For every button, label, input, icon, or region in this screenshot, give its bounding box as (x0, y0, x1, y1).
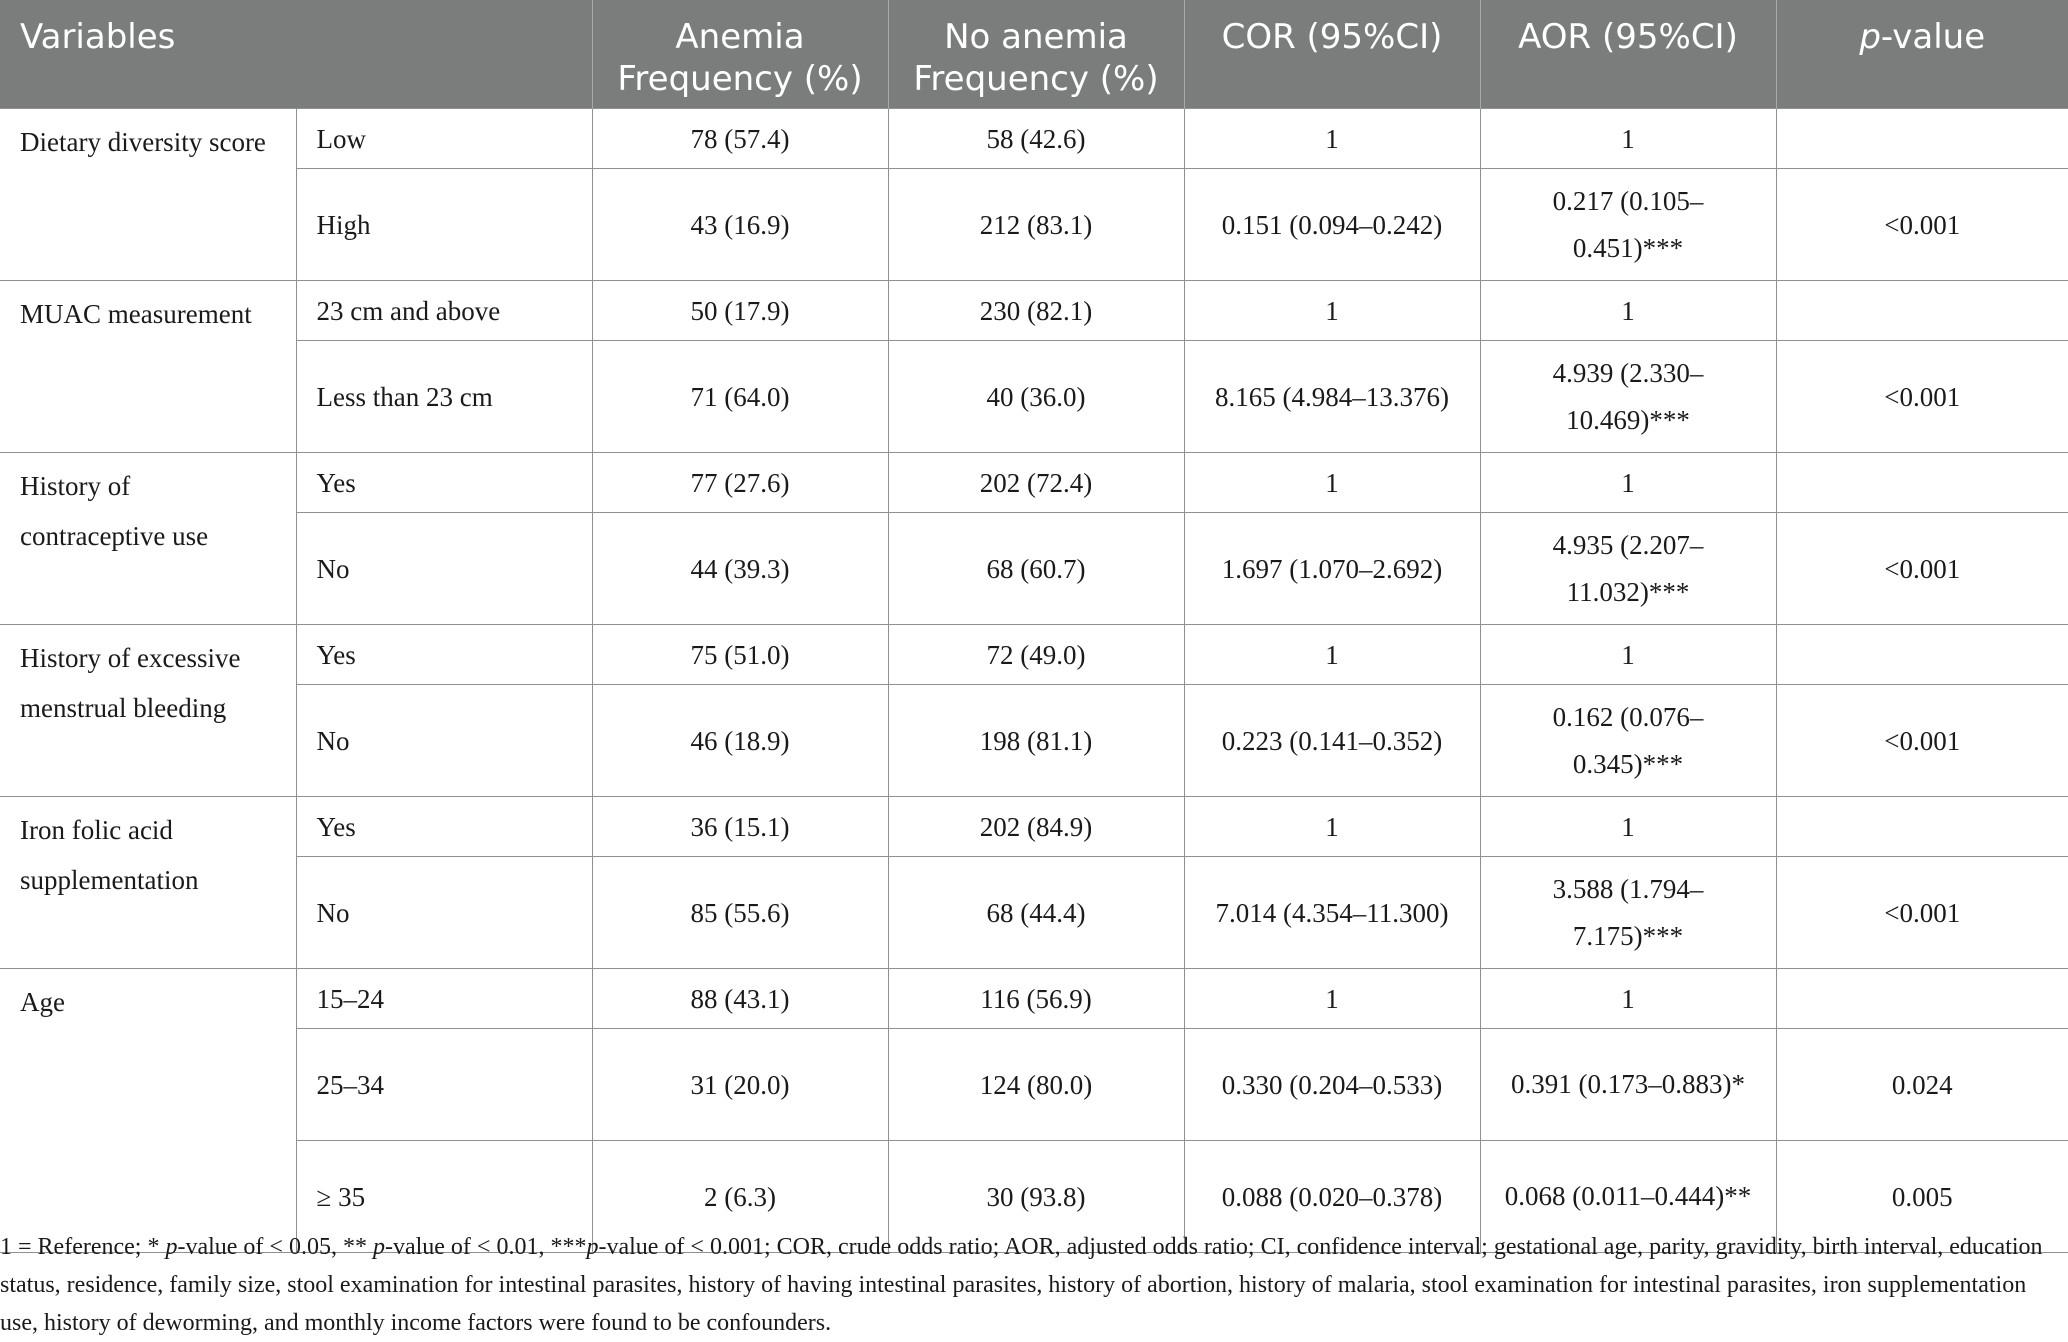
table-row (0, 513, 2068, 625)
p-value-cell (1776, 109, 2068, 169)
anemia-cell: 44 (39.3) (592, 513, 888, 625)
category-cell: ≥ 35 (296, 1141, 592, 1253)
no-anemia-cell: 230 (82.1) (888, 281, 1184, 341)
header-p-rest: -value (1880, 17, 1986, 57)
category-cell: Yes (296, 453, 592, 513)
footnote-text-1: 1 = Reference; * (0, 1234, 166, 1260)
p-value-cell: <0.001 (1776, 341, 2068, 453)
table-row (0, 169, 2068, 281)
cor-cell: 1 (1184, 625, 1480, 685)
cor-cell: 1 (1184, 969, 1480, 1029)
anemia-cell: 88 (43.1) (592, 969, 888, 1029)
cor-cell: 1 (1184, 281, 1480, 341)
header-p-value (1776, 0, 2068, 109)
aor-cell: 1 (1480, 109, 1776, 169)
aor-cell: 1 (1480, 797, 1776, 857)
footnote-p-2: p (372, 1234, 385, 1260)
p-value-cell: <0.001 (1776, 857, 2068, 969)
category-cell: No (296, 857, 592, 969)
table-header-row (0, 0, 2068, 109)
anemia-cell: 78 (57.4) (592, 109, 888, 169)
aor-cell: 4.939 (2.330–10.469)*** (1480, 341, 1776, 453)
p-value-cell: <0.001 (1776, 685, 2068, 797)
no-anemia-cell: 202 (72.4) (888, 453, 1184, 513)
no-anemia-cell: 68 (44.4) (888, 857, 1184, 969)
anemia-cell: 71 (64.0) (592, 341, 888, 453)
table-row (0, 453, 2068, 513)
no-anemia-cell: 40 (36.0) (888, 341, 1184, 453)
p-value-cell (1776, 281, 2068, 341)
p-value-cell: <0.001 (1776, 169, 2068, 281)
header-anemia: Anemia Frequency (%) (592, 0, 888, 109)
aor-cell: 1 (1480, 969, 1776, 1029)
table-row (0, 281, 2068, 341)
category-cell: Less than 23 cm (296, 341, 592, 453)
anemia-cell: 31 (20.0) (592, 1029, 888, 1141)
no-anemia-cell: 68 (60.7) (888, 513, 1184, 625)
aor-cell: 0.068 (0.011–0.444)** (1480, 1141, 1776, 1253)
cor-cell: 8.165 (4.984–13.376) (1184, 341, 1480, 453)
no-anemia-cell: 198 (81.1) (888, 685, 1184, 797)
header-variables: Variables (0, 0, 592, 109)
no-anemia-cell: 212 (83.1) (888, 169, 1184, 281)
anemia-cell: 75 (51.0) (592, 625, 888, 685)
header-p-italic: p (1859, 17, 1881, 57)
table-row (0, 857, 2068, 969)
category-cell: No (296, 685, 592, 797)
variable-cell: Dietary diversity score (0, 109, 296, 281)
variable-cell: History of contraceptive use (0, 453, 296, 625)
variable-cell: Age (0, 969, 296, 1253)
p-value-cell: <0.001 (1776, 513, 2068, 625)
table-row (0, 625, 2068, 685)
aor-cell: 0.391 (0.173–0.883)* (1480, 1029, 1776, 1141)
no-anemia-cell: 72 (49.0) (888, 625, 1184, 685)
header-cor: COR (95%CI) (1184, 0, 1480, 109)
anemia-cell: 43 (16.9) (592, 169, 888, 281)
anemia-cell: 85 (55.6) (592, 857, 888, 969)
no-anemia-cell: 124 (80.0) (888, 1029, 1184, 1141)
aor-cell: 1 (1480, 281, 1776, 341)
aor-cell: 0.217 (0.105–0.451)*** (1480, 169, 1776, 281)
cor-cell: 1 (1184, 797, 1480, 857)
variable-cell: MUAC measurement (0, 281, 296, 453)
p-value-cell (1776, 625, 2068, 685)
footnote-p-3: p (586, 1234, 599, 1260)
footnote-text-2: -value of < 0.05, ** (177, 1234, 373, 1260)
no-anemia-cell: 202 (84.9) (888, 797, 1184, 857)
table-row (0, 341, 2068, 453)
table-row (0, 685, 2068, 797)
aor-cell: 4.935 (2.207–11.032)*** (1480, 513, 1776, 625)
no-anemia-cell: 116 (56.9) (888, 969, 1184, 1029)
cor-cell: 0.088 (0.020–0.378) (1184, 1141, 1480, 1253)
p-value-cell (1776, 797, 2068, 857)
p-value-cell: 0.024 (1776, 1029, 2068, 1141)
p-value-cell (1776, 969, 2068, 1029)
cor-cell: 1 (1184, 453, 1480, 513)
anemia-cell: 2 (6.3) (592, 1141, 888, 1253)
cor-cell: 1 (1184, 109, 1480, 169)
table-row (0, 1029, 2068, 1141)
p-value-cell (1776, 453, 2068, 513)
variable-cell: History of excessive menstrual bleeding (0, 625, 296, 797)
cor-cell: 0.330 (0.204–0.533) (1184, 1029, 1480, 1141)
table-row (0, 969, 2068, 1029)
no-anemia-cell: 58 (42.6) (888, 109, 1184, 169)
cor-cell: 1.697 (1.070–2.692) (1184, 513, 1480, 625)
cor-cell: 0.151 (0.094–0.242) (1184, 169, 1480, 281)
category-cell: 15–24 (296, 969, 592, 1029)
p-value-cell: 0.005 (1776, 1141, 2068, 1253)
aor-cell: 0.162 (0.076–0.345)*** (1480, 685, 1776, 797)
table-row (0, 109, 2068, 169)
anemia-cell: 50 (17.9) (592, 281, 888, 341)
category-cell: 25–34 (296, 1029, 592, 1141)
header-aor: AOR (95%CI) (1480, 0, 1776, 109)
category-cell: 23 cm and above (296, 281, 592, 341)
no-anemia-cell: 30 (93.8) (888, 1141, 1184, 1253)
category-cell: No (296, 513, 592, 625)
category-cell: Yes (296, 625, 592, 685)
table-footnote (0, 1228, 2050, 1342)
category-cell: Yes (296, 797, 592, 857)
anemia-cell: 77 (27.6) (592, 453, 888, 513)
anemia-cell: 46 (18.9) (592, 685, 888, 797)
header-no-anemia: No anemia Frequency (%) (888, 0, 1184, 109)
cor-cell: 7.014 (4.354–11.300) (1184, 857, 1480, 969)
anemia-cell: 36 (15.1) (592, 797, 888, 857)
variable-cell: Iron folic acid supplementation (0, 797, 296, 969)
aor-cell: 1 (1480, 453, 1776, 513)
aor-cell: 3.588 (1.794–7.175)*** (1480, 857, 1776, 969)
aor-cell: 1 (1480, 625, 1776, 685)
cor-cell: 0.223 (0.141–0.352) (1184, 685, 1480, 797)
category-cell: High (296, 169, 592, 281)
footnote-text-3: -value of < 0.01, *** (384, 1234, 587, 1260)
table-row (0, 797, 2068, 857)
footnote-p-1: p (165, 1234, 178, 1260)
footnote-text-4: -value of < 0.001; COR, crude odds ratio; AOR, adjusted odds ratio; CI, confidence interval; gestational age, parity, gravidity, birth interval, education status, residence, family size, stool examination for intestinal parasites, history of having intestinal parasites, history of abortion, history of malaria, stool examination for intestinal parasites, iron supplementation use, history of deworming, and monthly income factors were found to be confounders. (0, 1234, 2043, 1336)
category-cell: Low (296, 109, 592, 169)
